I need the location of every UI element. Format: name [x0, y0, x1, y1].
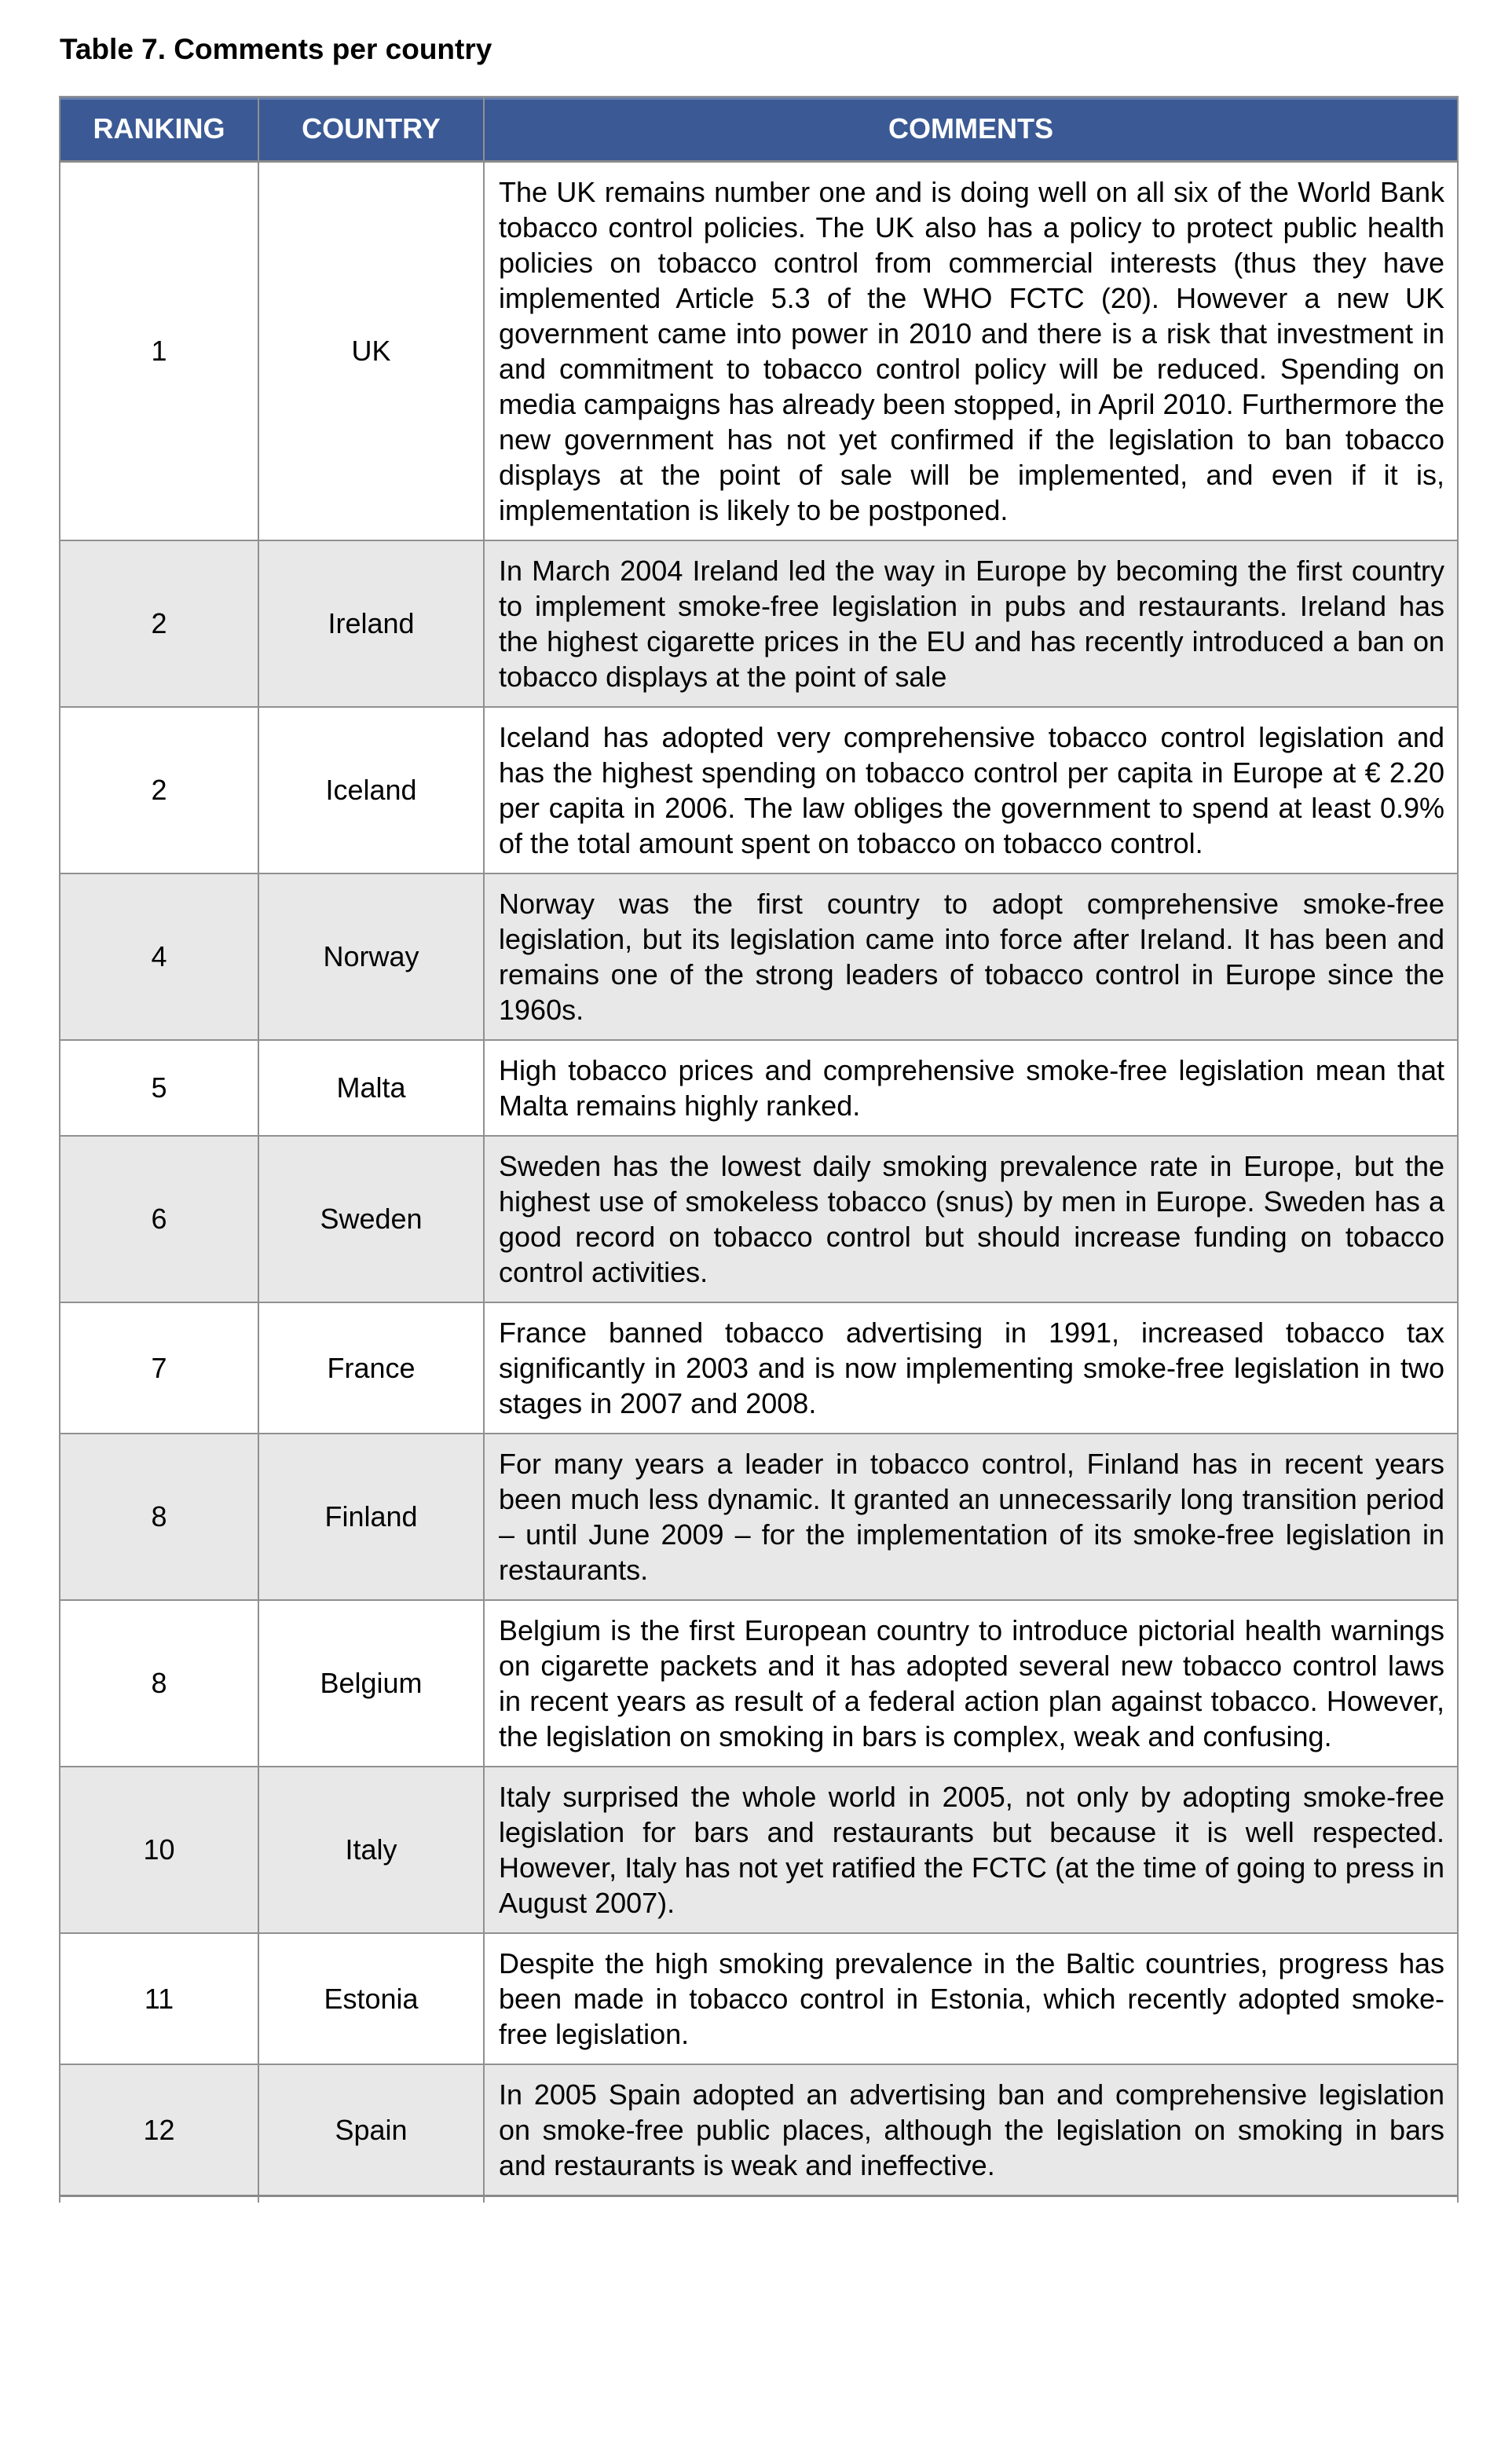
country-cell: Malta — [258, 1040, 484, 1136]
country-cell: UK — [258, 162, 484, 541]
comments-table — [59, 96, 1459, 2203]
table-caption: Table 7. Comments per country — [60, 33, 492, 65]
header-country: COUNTRY — [258, 97, 484, 162]
country-cell: Spain — [258, 2064, 484, 2196]
table-row — [60, 1767, 1458, 1933]
comment-cell: For many years a leader in tobacco control, Finland has in recent years been much less dynamic. It granted an unnecessarily long transition period – until June 2009 – for the implementation of its smoke-free legislation in restaurants. — [484, 1434, 1458, 1600]
ranking-cell: 8 — [60, 1600, 258, 1767]
ranking-cell: 11 — [60, 1933, 258, 2064]
header-row — [60, 97, 1458, 162]
table-row — [60, 1136, 1458, 1302]
ranking-cell: 2 — [60, 707, 258, 873]
country-cell: Sweden — [258, 1136, 484, 1302]
table-row — [60, 1933, 1458, 2064]
table-row — [60, 873, 1458, 1040]
country-cell: Estonia — [258, 1933, 484, 2064]
table-row — [60, 1302, 1458, 1434]
ranking-cell: 1 — [60, 162, 258, 541]
table-row — [60, 162, 1458, 541]
cropped-cell — [484, 2196, 1458, 2203]
ranking-cell: 7 — [60, 1302, 258, 1434]
comment-cell: Despite the high smoking prevalence in the Baltic countries, progress has been made in tobacco control in Estonia, which recently adopted smoke-free legislation. — [484, 1933, 1458, 2064]
ranking-cell: 2 — [60, 540, 258, 707]
comment-cell: The UK remains number one and is doing well on all six of the World Bank tobacco control policies. The UK also has a policy to protect public health policies on tobacco control from commercial interests (thus they have implemented Article 5.3 of the WHO FCTC (20). However a new UK government came into power in 2010 and there is a risk that investment in and commitment to tobacco control policy will be reduced. Spending on media campaigns has already been stopped, in April 2010. Furthermore the new government has not yet confirmed if the legislation to ban tobacco displays at the point of sale will be implemented, and even if it is, implementation is likely to be postponed. — [484, 162, 1458, 541]
comment-cell: In 2005 Spain adopted an advertising ban and comprehensive legislation on smoke-free public places, although the legislation on smoking in bars and restaurants is weak and ineffective. — [484, 2064, 1458, 2196]
ranking-cell: 8 — [60, 1434, 258, 1600]
comment-cell: Norway was the first country to adopt comprehensive smoke-free legislation, but its legislation came into force after Ireland. It has been and remains one of the strong leaders of tobacco control in Europe since the 1960s. — [484, 873, 1458, 1040]
header-comments: COMMENTS — [484, 97, 1458, 162]
ranking-cell: 6 — [60, 1136, 258, 1302]
table-row — [60, 2064, 1458, 2196]
country-cell: France — [258, 1302, 484, 1434]
table-row — [60, 1600, 1458, 1767]
country-cell: Ireland — [258, 540, 484, 707]
table-row — [60, 1040, 1458, 1136]
comment-cell: In March 2004 Ireland led the way in Europe by becoming the first country to implement smoke-free legislation in pubs and restaurants. Ireland has the highest cigarette prices in the EU and has recently introduced a ban on tobacco displays at the point of sale — [484, 540, 1458, 707]
comment-cell: Sweden has the lowest daily smoking prevalence rate in Europe, but the highest use of smokeless tobacco (snus) by men in Europe. Sweden has a good record on tobacco control but should increase funding on tobacco control activities. — [484, 1136, 1458, 1302]
ranking-cell: 12 — [60, 2064, 258, 2196]
cropped-next-row — [60, 2196, 1458, 2203]
table-row — [60, 707, 1458, 873]
comment-cell: France banned tobacco advertising in 1991, increased tobacco tax significantly in 2003 and is now implementing smoke-free legislation in two stages in 2007 and 2008. — [484, 1302, 1458, 1434]
ranking-cell: 4 — [60, 873, 258, 1040]
country-cell: Iceland — [258, 707, 484, 873]
comment-cell: Belgium is the first European country to introduce pictorial health warnings on cigarette packets and it has adopted several new tobacco control laws in recent years as result of a federal action plan against tobacco. However, the legislation on smoking in bars is complex, weak and confusing. — [484, 1600, 1458, 1767]
cropped-cell — [60, 2196, 258, 2203]
table-row — [60, 540, 1458, 707]
comment-cell: Italy surprised the whole world in 2005, not only by adopting smoke-free legislation for bars and restaurants but because it is well respected. However, Italy has not yet ratified the FCTC (at the time of going to press in August 2007). — [484, 1767, 1458, 1933]
header-ranking: RANKING — [60, 97, 258, 162]
table-body — [60, 162, 1458, 2203]
table-row — [60, 1434, 1458, 1600]
ranking-cell: 10 — [60, 1767, 258, 1933]
comment-cell: Iceland has adopted very comprehensive tobacco control legislation and has the highest spending on tobacco control per capita in Europe at € 2.20 per capita in 2006. The law obliges the government to spend at least 0.9% of the total amount spent on tobacco on tobacco control. — [484, 707, 1458, 873]
country-cell: Norway — [258, 873, 484, 1040]
ranking-cell: 5 — [60, 1040, 258, 1136]
country-cell: Finland — [258, 1434, 484, 1600]
comment-cell: High tobacco prices and comprehensive smoke-free legislation mean that Malta remains highly ranked. — [484, 1040, 1458, 1136]
cropped-cell — [258, 2196, 484, 2203]
country-cell: Italy — [258, 1767, 484, 1933]
country-cell: Belgium — [258, 1600, 484, 1767]
